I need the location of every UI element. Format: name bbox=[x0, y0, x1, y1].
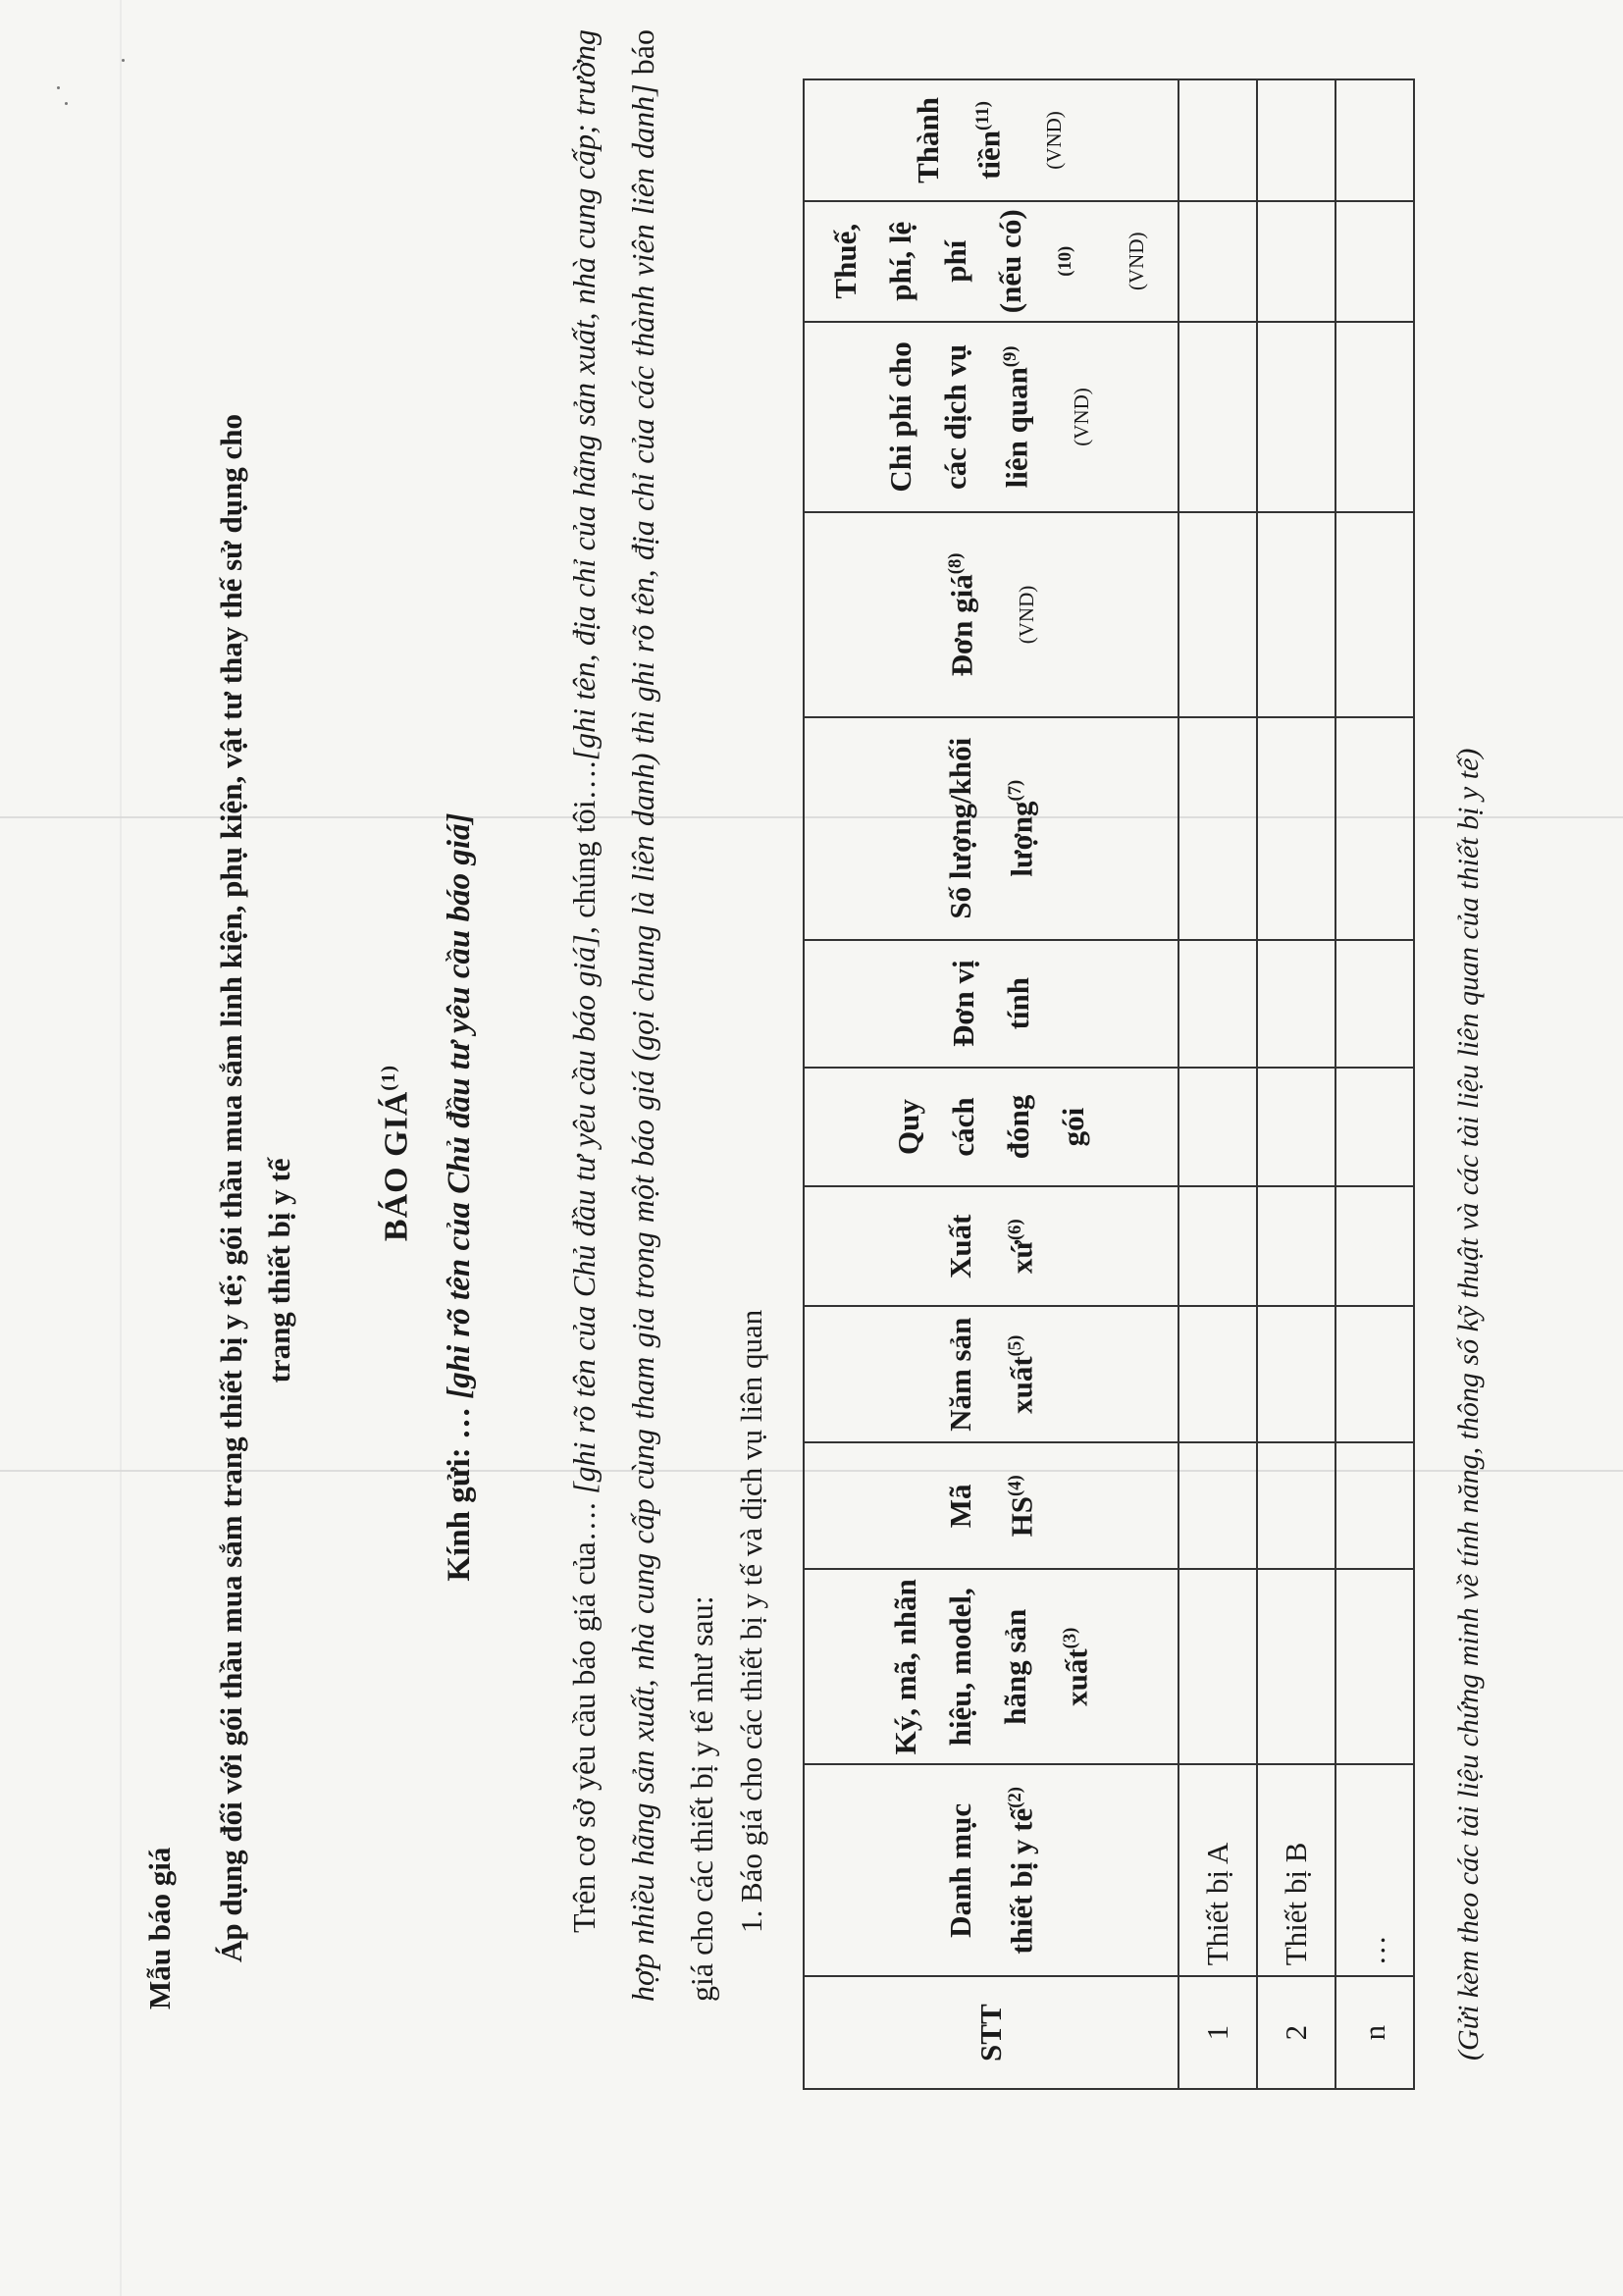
col-header: Quy cách đóng gói bbox=[804, 1068, 1178, 1187]
recipient-line bbox=[442, 98, 478, 2296]
intro-paragraph bbox=[554, 29, 731, 2002]
recipient-label: Kính gửi: … bbox=[442, 1407, 477, 1582]
para-note-supplier: [ghi tên, địa chỉ của hãng sản xuất, nhà cung cấp; trường hợp nhiều hãng sản xuất, nhà cung cấp cùng tham gia trong một báo giá (gọi chung là liên danh) thì ghi rõ tên, địa chỉ của các thành viên liên danh] bbox=[566, 28, 660, 2002]
col-header: Năm sản xuất$^{(5)}$ bbox=[804, 1306, 1178, 1442]
para-end: báo giá cho các thiết bị y tế như sau: bbox=[625, 28, 719, 2002]
cell-stt: n bbox=[1335, 1976, 1414, 2089]
col-header: Thành tiền$^{(11)}$ (VND) bbox=[804, 79, 1178, 201]
col-header: Đơn vị tính bbox=[804, 940, 1178, 1068]
table-row bbox=[1257, 79, 1335, 2089]
col-header: Mã HS$^{(4)}$ bbox=[804, 1442, 1178, 1569]
section-heading: 1. Báo giá cho các thiết bị y tế và dịch vụ liên quan bbox=[734, 1309, 768, 1933]
col-header: Danh mục thiết bị y tế$^{(2)}$ bbox=[804, 1764, 1178, 1976]
col-header: Số lượng/khối lượng$^{(7)}$ bbox=[804, 717, 1178, 940]
document-title bbox=[378, 10, 415, 2296]
title-text: BÁO GIÁ bbox=[378, 1090, 415, 1242]
cell-stt: 1 bbox=[1178, 1976, 1257, 2089]
scope-line: Áp dụng đối với gói thầu mua sắm trang thiết bị y tế; gói thầu mua sắm linh kiện, phụ kiện, vật tư thay thế sử dụng cho bbox=[214, 414, 248, 1962]
col-header: Xuất xứ$^{(6)}$ bbox=[804, 1186, 1178, 1306]
scope-line-2: trang thiết bị y tế bbox=[262, 1158, 296, 1383]
col-header: STT bbox=[804, 1976, 1178, 2089]
title-note: (1) bbox=[378, 1064, 399, 1091]
table-header-row bbox=[804, 79, 1178, 2089]
table-row bbox=[1335, 79, 1414, 2089]
cell-device: Thiết bị A bbox=[1178, 1764, 1257, 1976]
para-mid: , chúng tôi…. bbox=[566, 760, 602, 935]
table-row bbox=[1178, 79, 1257, 2089]
cell-device: … bbox=[1335, 1764, 1414, 1976]
col-header: Thuế, phí, lệ phí (nếu có) $^{(10)}$ (VND) bbox=[804, 201, 1178, 322]
col-header: Đơn giá$^{(8)}$ (VND) bbox=[804, 512, 1178, 716]
para-intro: Trên cơ sở yêu cầu báo giá của…. bbox=[566, 1502, 602, 1933]
form-label: Mẫu báo giá bbox=[142, 1847, 177, 2009]
price-table bbox=[803, 78, 1415, 2090]
cell-stt: 2 bbox=[1257, 1976, 1335, 2089]
cell-device: Thiết bị B bbox=[1257, 1764, 1335, 1976]
col-header: Chi phí cho các dịch vụ liên quan$^{(9)}$ (VND) bbox=[804, 322, 1178, 513]
recipient-placeholder: [ghi rõ tên của Chủ đầu tư yêu cầu báo giá] bbox=[442, 812, 477, 1399]
col-header: Ký, mã, nhãn hiệu, model, hãng sản xuất$^{(3)}$ bbox=[804, 1569, 1178, 1764]
para-note-investor: [ghi rõ tên của Chủ đầu tư yêu cầu báo giá] bbox=[566, 934, 602, 1494]
footnote: (Gửi kèm theo các tài liệu chứng minh về tính năng, thông số kỹ thuật và các tài liệu liên quan của thiết bị y tế) bbox=[1452, 748, 1485, 2061]
